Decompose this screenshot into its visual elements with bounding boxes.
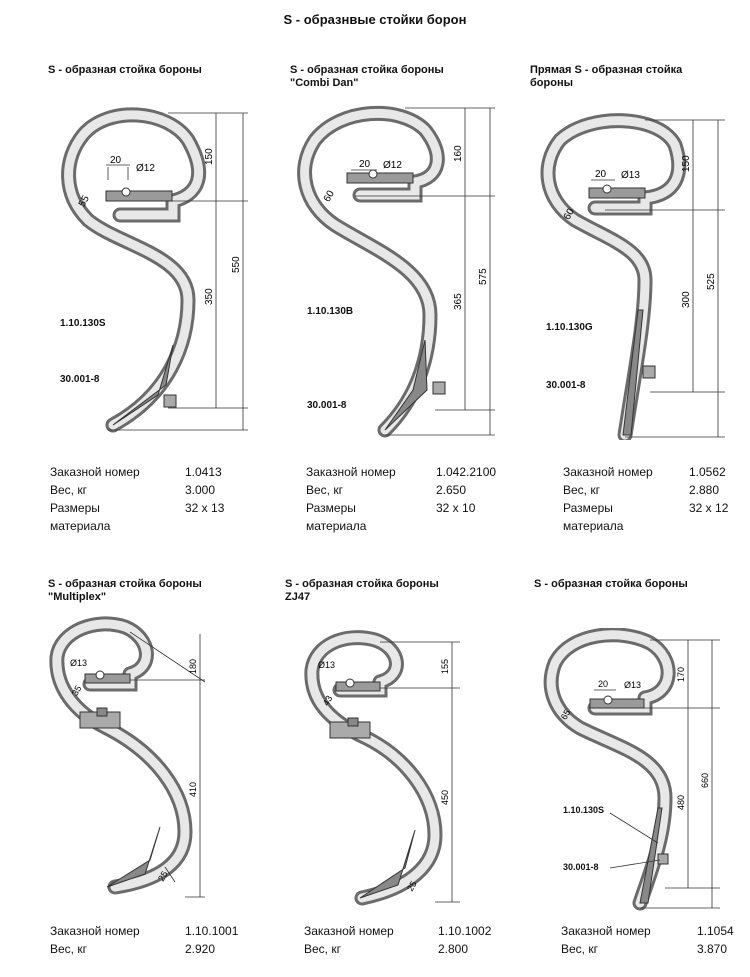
tine-drawing-5 — [300, 630, 480, 910]
dim-hole: Ø12 — [383, 160, 402, 171]
spec-weight: 2.650 — [436, 483, 467, 497]
spec-label-weight: Вес, кг — [50, 483, 87, 497]
dim-bottom: 450 — [440, 789, 450, 805]
dim-width: 20 — [359, 159, 371, 170]
tine-drawing-2 — [285, 100, 505, 440]
dim-hole: Ø13 — [318, 660, 336, 670]
dim-angle: 65 — [558, 707, 573, 722]
spec-weight: 2.800 — [438, 942, 469, 956]
spec-label-weight: Вес, кг — [563, 483, 600, 497]
dim-tip: 25 — [156, 869, 170, 883]
dim-hole: Ø12 — [136, 163, 155, 174]
card-subtitle: "Multiplex" — [48, 591, 107, 603]
dim-bottom: 410 — [188, 781, 198, 797]
card-s-tine-5 — [285, 578, 439, 604]
dim-total: 660 — [700, 772, 710, 788]
dim-hole: Ø13 — [624, 680, 642, 690]
spec-order-number: 1.042.2100 — [436, 465, 497, 479]
dim-tip: 25 — [405, 879, 419, 893]
specs-table-3 — [563, 463, 748, 535]
spec-order-number: 1.1054 — [697, 924, 734, 938]
dim-top: 180 — [188, 658, 198, 674]
dim-top: 150 — [681, 155, 692, 172]
dim-bottom: 365 — [453, 293, 464, 310]
dim-total: 525 — [706, 273, 717, 290]
dim-angle: 60 — [321, 188, 337, 204]
spec-label-material: Размеры материала — [50, 501, 111, 533]
specs-table-1 — [50, 463, 250, 535]
spec-label-order: Заказной номер — [306, 465, 396, 479]
specs-table-2 — [306, 463, 516, 535]
bolt-label: 30.001-8 — [563, 862, 599, 872]
spec-order-number: 1.10.1002 — [438, 924, 492, 938]
card-s-tine-3 — [530, 64, 682, 90]
part-label: 1.10.130G — [546, 322, 593, 333]
dim-angle: 60 — [561, 206, 577, 222]
spec-label-weight: Вес, кг — [306, 483, 343, 497]
card-title: S - образная стойка бороны — [290, 64, 444, 76]
specs-table-5 — [304, 922, 514, 958]
spec-weight: 2.880 — [689, 483, 720, 497]
card-title: S - образная стойка бороны — [48, 578, 202, 590]
spec-material-size: 32 x 13 — [185, 501, 225, 515]
card-s-tine-1 — [48, 64, 202, 77]
dim-top: 155 — [440, 658, 450, 674]
specs-table-4 — [50, 922, 250, 958]
spec-weight: 3.000 — [185, 483, 216, 497]
spec-label-order: Заказной номер — [304, 924, 394, 938]
dim-total: 575 — [478, 268, 489, 285]
dim-angle: 43 — [320, 693, 335, 708]
card-title: S - образная стойка бороны — [48, 64, 202, 76]
spec-label-order: Заказной номер — [561, 924, 651, 938]
tine-drawing-4 — [45, 612, 225, 902]
card-subtitle: "Combi Dan" — [290, 77, 359, 89]
card-s-tine-4 — [48, 578, 202, 604]
spec-label-weight: Вес, кг — [561, 942, 598, 956]
card-subtitle: ZJ47 — [285, 591, 311, 603]
dim-width: 20 — [595, 169, 607, 180]
card-subtitle: бороны — [530, 77, 573, 89]
spec-label-material: Размеры материала — [563, 501, 624, 533]
dim-width: 20 — [598, 679, 609, 689]
dim-angle: 55 — [76, 193, 92, 209]
spec-weight: 3.870 — [697, 942, 728, 956]
spec-label-order: Заказной номер — [563, 465, 653, 479]
specs-table-6 — [561, 922, 746, 958]
dim-angle: 35 — [69, 683, 84, 698]
part-label: 1.10.130S — [563, 805, 605, 815]
spec-label-order: Заказной номер — [50, 924, 140, 938]
card-title: S - образная стойка бороны — [285, 578, 439, 590]
card-s-tine-2 — [290, 64, 444, 90]
dim-bottom: 350 — [204, 288, 215, 305]
bolt-label: 30.001-8 — [60, 374, 100, 385]
dim-bottom: 300 — [681, 291, 692, 308]
dim-bottom: 480 — [676, 794, 686, 810]
spec-material-size: 32 x 10 — [436, 501, 476, 515]
spec-label-material: Размеры материала — [306, 501, 367, 533]
dim-width: 20 — [110, 155, 122, 166]
part-label: 1.10.130S — [60, 318, 106, 329]
dim-top: 150 — [204, 148, 215, 165]
card-title: Прямая S - образная стойка — [530, 64, 683, 76]
spec-label-weight: Вес, кг — [304, 942, 341, 956]
dim-hole: Ø13 — [621, 170, 640, 181]
part-label: 1.10.130B — [307, 306, 354, 317]
spec-label-order: Заказной номер — [50, 465, 140, 479]
card-s-tine-6 — [534, 578, 688, 591]
dim-total: 550 — [231, 256, 242, 273]
card-title: S - образная стойка бороны — [534, 578, 688, 590]
spec-label-weight: Вес, кг — [50, 942, 87, 956]
dim-top: 160 — [453, 145, 464, 162]
dim-hole: Ø13 — [70, 658, 88, 668]
spec-material-size: 32 x 12 — [689, 501, 729, 515]
dim-top: 170 — [676, 666, 686, 682]
spec-weight: 2.920 — [185, 942, 216, 956]
bolt-label: 30.001-8 — [546, 380, 586, 391]
page-title: S - образнвые стойки борон — [283, 12, 467, 27]
spec-order-number: 1.0562 — [689, 465, 726, 479]
tine-drawing-1 — [48, 95, 258, 440]
spec-order-number: 1.10.1001 — [185, 924, 239, 938]
bolt-label: 30.001-8 — [307, 400, 347, 411]
spec-order-number: 1.0413 — [185, 465, 222, 479]
